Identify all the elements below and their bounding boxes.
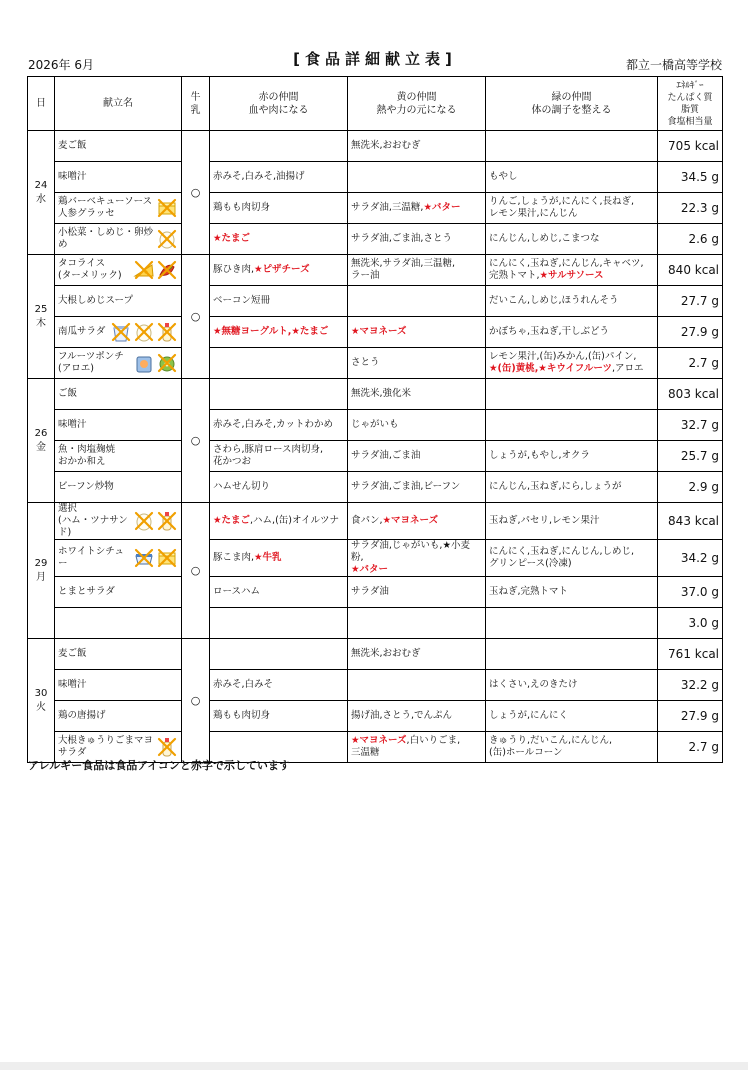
food-text: 赤みそ,白みそ,カットわかめ [213, 419, 333, 430]
day-number: 24 [34, 179, 48, 191]
red-group-cell [210, 410, 348, 441]
food-text: 完熟トマト, [489, 270, 540, 281]
green-group-cell [486, 131, 658, 162]
weekday: 火 [36, 701, 46, 713]
table-row [28, 472, 723, 503]
dish-name: おかか和え [58, 456, 106, 467]
yellow-group-cell [348, 577, 486, 608]
col-yellow: 黄の仲間 熱や力の元になる [348, 77, 486, 131]
green-group-cell [486, 608, 658, 639]
nutrition-value: 37.0 g [658, 577, 723, 608]
red-group-cell [210, 503, 348, 540]
weekday: 木 [36, 317, 46, 329]
red-group-cell [210, 701, 348, 732]
food-text: 無洗米,おおむぎ [351, 140, 421, 151]
dish-name: 味噌汁 [58, 679, 87, 690]
red-group-cell [210, 639, 348, 670]
red-group-cell [210, 577, 348, 608]
red-group-cell [210, 540, 348, 577]
milk-mark: ○ [182, 255, 210, 379]
food-text: 無洗米,サラダ油,三温糖, [351, 258, 455, 269]
day-number: 30 [34, 687, 48, 699]
food-text: グリンピース(冷凍) [489, 558, 572, 569]
dish-cell [55, 410, 182, 441]
dish-name: 小松菜・しめじ・卵炒め [58, 227, 154, 250]
yellow-group-cell [348, 162, 486, 193]
weekday: 水 [36, 193, 46, 205]
col-nutrition: ｴﾈﾙｷﾞｰ たんぱく質 脂質 食塩相当量 [658, 77, 723, 131]
milk-mark: ○ [182, 379, 210, 503]
red-group-cell [210, 286, 348, 317]
table-row [28, 317, 723, 348]
table-row [28, 379, 723, 410]
table-row [28, 577, 723, 608]
dish-name: 魚・肉塩麹焼 [58, 444, 116, 455]
yellow-group-cell [348, 540, 486, 577]
col-dish: 献立名 [55, 77, 182, 131]
nutrition-value: 27.9 g [658, 317, 723, 348]
food-text: かぼちゃ,玉ねぎ,干しぶどう [489, 326, 610, 337]
table-row [28, 441, 723, 472]
document-header [28, 48, 722, 74]
page-bottom-edge [0, 1062, 748, 1070]
allergen-text: ★マヨネーズ [351, 735, 407, 746]
green-group-cell [486, 410, 658, 441]
dish-cell [55, 441, 182, 472]
nutrition-value: 761 kcal [658, 639, 723, 670]
yellow-group-cell [348, 701, 486, 732]
green-group-cell [486, 224, 658, 255]
food-text: サラダ油 [351, 586, 389, 597]
food-text: ,ハム,(缶)オイルツナ [250, 515, 340, 526]
dish-name: 大根しめじスープ [58, 295, 134, 306]
food-text: 鶏もも肉切身 [213, 710, 271, 721]
food-text: しょうが,もやし,オクラ [489, 450, 590, 461]
dish-cell [55, 162, 182, 193]
dish-cell [55, 503, 182, 540]
red-group-cell [210, 472, 348, 503]
nutrition-value: 840 kcal [658, 255, 723, 286]
food-text: 豚ひき肉, [213, 264, 255, 275]
red-group-cell [210, 317, 348, 348]
red-group-cell [210, 255, 348, 286]
dish-cell [55, 472, 182, 503]
milk-mark: ○ [182, 503, 210, 639]
nutrition-value: 705 kcal [658, 131, 723, 162]
nutrition-value: 843 kcal [658, 503, 723, 540]
cheese-icon [133, 259, 155, 281]
red-group-cell [210, 224, 348, 255]
allergen-text: ★バター [423, 202, 461, 213]
table-row [28, 701, 723, 732]
menu-table [27, 76, 723, 763]
yellow-group-cell [348, 639, 486, 670]
green-group-cell [486, 472, 658, 503]
food-text: はくさい,えのきたけ [489, 679, 578, 690]
food-text: 玉ねぎ,パセリ,レモン果汁 [489, 515, 600, 526]
dish-name: 麦ご飯 [58, 648, 87, 659]
red-group-cell [210, 162, 348, 193]
green-group-cell [486, 162, 658, 193]
table-header-row [28, 77, 723, 131]
mayonnaise-icon [156, 736, 178, 758]
food-text: 豚こま肉, [213, 552, 255, 563]
green-group-cell [486, 732, 658, 763]
day-number: 25 [34, 303, 48, 315]
dish-cell [55, 317, 182, 348]
egg-icon [156, 228, 178, 250]
dish-name: (ハム・ツナサンド) [58, 515, 128, 538]
dish-name: ビーフン炒物 [58, 481, 114, 492]
table-row [28, 639, 723, 670]
yellow-group-cell [348, 131, 486, 162]
dish-cell [55, 286, 182, 317]
dish-name: 味噌汁 [58, 419, 87, 430]
green-group-cell [486, 348, 658, 379]
green-group-cell [486, 540, 658, 577]
food-text: 三温糖 [351, 747, 380, 758]
nutrition-value: 2.7 g [658, 732, 723, 763]
weekday: 月 [36, 571, 46, 583]
food-text: 玉ねぎ,完熟トマト [489, 586, 569, 597]
nutrition-value: 2.7 g [658, 348, 723, 379]
allergen-text: ★マヨネーズ [351, 326, 407, 337]
allergy-note: アレルギー食品は食品アイコンと赤字で示しています [28, 759, 290, 772]
food-text: サラダ油,じゃがいも,★小麦粉, [351, 540, 470, 563]
dish-name: 味噌汁 [58, 171, 87, 182]
yellow-group-cell [348, 255, 486, 286]
food-text: だいこん,しめじ,ほうれんそう [489, 295, 619, 306]
table-row [28, 410, 723, 441]
food-text: にんにく,玉ねぎ,にんじん,しめじ, [489, 546, 635, 557]
yellow-group-cell [348, 193, 486, 224]
dish-name: ホワイトシチュー [58, 546, 124, 569]
yellow-group-cell [348, 670, 486, 701]
food-text: ハムせん切り [213, 481, 271, 492]
dish-cell [55, 608, 182, 639]
dish-name: (アロエ) [58, 363, 94, 374]
dish-name: (ターメリック) [58, 270, 122, 281]
dish-cell [55, 348, 182, 379]
dish-cell [55, 639, 182, 670]
food-text: レモン果汁,にんじん [489, 208, 578, 219]
dish-name: 大根きゅうりごまマヨサラダ [58, 735, 154, 758]
table-row [28, 162, 723, 193]
food-text: サラダ油,ごま油 [351, 450, 421, 461]
mayonnaise-icon [156, 510, 178, 532]
nutrition-value: 22.3 g [658, 193, 723, 224]
yellow-group-cell [348, 410, 486, 441]
green-group-cell [486, 286, 658, 317]
food-text: 赤みそ,白みそ [213, 679, 274, 690]
sauce-icon [156, 259, 178, 281]
allergen-text: ★マヨネーズ [382, 515, 439, 526]
allergen-text: ★ピザチーズ [254, 264, 310, 275]
day-number: 29 [34, 557, 48, 569]
yellow-group-cell [348, 441, 486, 472]
food-text: レモン果汁,(缶)みかん,(缶)パイン, [489, 351, 637, 362]
green-group-cell [486, 379, 658, 410]
green-group-cell [486, 441, 658, 472]
food-text: ,白いりごま, [406, 735, 461, 746]
allergen-text: ★サルサソース [539, 270, 604, 281]
dish-name: 人参グラッセ [58, 208, 115, 219]
header-date: 2026年 6月 [28, 58, 94, 72]
dish-name: ご飯 [58, 388, 78, 399]
nutrition-value: 2.6 g [658, 224, 723, 255]
allergen-text: ★バター [351, 564, 389, 575]
green-group-cell [486, 317, 658, 348]
dish-name: とまとサラダ [58, 586, 115, 597]
food-text: さわら,豚肩ロース肉切身, [213, 444, 324, 455]
nutrition-value: 34.2 g [658, 540, 723, 577]
dish-name: フルーツポンチ [58, 351, 124, 362]
food-text: にんじん,しめじ,こまつな [489, 233, 600, 244]
dish-cell [55, 193, 182, 224]
egg-icon [133, 321, 155, 343]
dish-cell [55, 224, 182, 255]
green-group-cell [486, 670, 658, 701]
yellow-group-cell [348, 472, 486, 503]
butter-icon [156, 197, 178, 219]
dish-name: 鶏の唐揚げ [58, 710, 106, 721]
nutrition-value: 27.7 g [658, 286, 723, 317]
food-text: 無洗米,おおむぎ [351, 648, 421, 659]
yellow-group-cell [348, 379, 486, 410]
yellow-group-cell [348, 348, 486, 379]
yellow-group-cell [348, 224, 486, 255]
table-row [28, 608, 723, 639]
dish-name: タコライス [58, 258, 106, 269]
red-group-cell [210, 348, 348, 379]
food-text: じゃがいも [351, 419, 399, 430]
table-row [28, 348, 723, 379]
col-day: 日 [28, 77, 55, 131]
weekday: 金 [36, 441, 46, 453]
food-text: サラダ油,ごま油,ビーフン [351, 481, 461, 492]
food-text: サラダ油,ごま油,さとう [351, 233, 452, 244]
milk-mark: ○ [182, 639, 210, 763]
food-text: 花かつお [213, 456, 252, 467]
dish-cell [55, 701, 182, 732]
dish-cell [55, 577, 182, 608]
red-group-cell [210, 670, 348, 701]
red-group-cell [210, 193, 348, 224]
table-row [28, 540, 723, 577]
nutrition-value: 32.7 g [658, 410, 723, 441]
table-row [28, 255, 723, 286]
kiwi-icon [156, 352, 178, 374]
nutrition-value: 803 kcal [658, 379, 723, 410]
nutrition-value: 25.7 g [658, 441, 723, 472]
food-text: しょうが,にんにく [489, 710, 569, 721]
dish-cell [55, 540, 182, 577]
milk-icon [133, 547, 155, 569]
food-text: ベーコン短冊 [213, 295, 271, 306]
allergen-text: ★無糖ヨーグルト,★たまご [213, 326, 329, 337]
table-row [28, 131, 723, 162]
dish-cell [55, 131, 182, 162]
yellow-group-cell [348, 732, 486, 763]
day-cell [28, 503, 55, 639]
food-text: ロースハム [213, 586, 261, 597]
yellow-group-cell [348, 317, 486, 348]
col-green: 緑の仲間 体の調子を整える [486, 77, 658, 131]
yellow-group-cell [348, 503, 486, 540]
food-text: にんにく,玉ねぎ,にんじん,キャベツ, [489, 258, 644, 269]
nutrition-value: 2.9 g [658, 472, 723, 503]
col-milk: 牛 乳 [182, 77, 210, 131]
dish-cell [55, 255, 182, 286]
red-group-cell [210, 379, 348, 410]
green-group-cell [486, 577, 658, 608]
food-text: りんご,しょうが,にんにく,長ねぎ, [489, 196, 635, 207]
allergen-text: ★たまご [213, 515, 251, 526]
food-text: サラダ油,三温糖, [351, 202, 424, 213]
butter-icon [156, 547, 178, 569]
red-group-cell [210, 441, 348, 472]
dish-name: 選択 [58, 503, 78, 514]
day-cell [28, 639, 55, 763]
red-group-cell [210, 131, 348, 162]
dish-name: 鶏バーベキューソース [58, 196, 153, 207]
mayonnaise-icon [156, 321, 178, 343]
food-text: 無洗米,強化米 [351, 388, 412, 399]
table-row [28, 670, 723, 701]
food-text: 赤みそ,白みそ,油揚げ [213, 171, 305, 182]
milk-mark: ○ [182, 131, 210, 255]
dish-cell [55, 670, 182, 701]
food-text: ,アロエ [612, 363, 644, 374]
food-text: にんじん,玉ねぎ,にら,しょうが [489, 481, 622, 492]
food-text: 揚げ油,さとう,でんぷん [351, 710, 453, 721]
day-cell [28, 379, 55, 503]
table-row [28, 503, 723, 540]
peach-can-icon [133, 352, 155, 374]
food-text: 食パン, [351, 515, 383, 526]
day-cell [28, 255, 55, 379]
nutrition-value: 3.0 g [658, 608, 723, 639]
yogurt-icon [110, 321, 132, 343]
table-row [28, 193, 723, 224]
green-group-cell [486, 503, 658, 540]
nutrition-value: 32.2 g [658, 670, 723, 701]
green-group-cell [486, 193, 658, 224]
allergen-text: ★(缶)黄桃,★キウイフルーツ [489, 363, 612, 374]
day-cell [28, 131, 55, 255]
dish-cell [55, 379, 182, 410]
table-row [28, 286, 723, 317]
food-text: さとう [351, 357, 380, 368]
yellow-group-cell [348, 286, 486, 317]
food-text: きゅうり,だいこん,にんじん, [489, 735, 613, 746]
food-text: (缶)ホールコーン [489, 747, 563, 758]
school-name: 都立一橋高等学校 [625, 58, 722, 72]
allergen-text: ★たまご [213, 233, 251, 244]
green-group-cell [486, 255, 658, 286]
nutrition-value: 27.9 g [658, 701, 723, 732]
dish-name: 南瓜サラダ [58, 326, 106, 337]
yellow-group-cell [348, 608, 486, 639]
col-red: 赤の仲間 血や肉になる [210, 77, 348, 131]
egg-icon [133, 510, 155, 532]
dish-name: 麦ご飯 [58, 140, 87, 151]
nutrition-value: 34.5 g [658, 162, 723, 193]
allergen-text: ★牛乳 [254, 552, 282, 563]
green-group-cell [486, 639, 658, 670]
red-group-cell [210, 608, 348, 639]
table-row [28, 224, 723, 255]
food-text: もやし [489, 171, 518, 182]
food-text: ラー油 [351, 270, 380, 281]
green-group-cell [486, 701, 658, 732]
food-text: 鶏もも肉切身 [213, 202, 271, 213]
day-number: 26 [34, 427, 48, 439]
document-title: [食品詳細献立表] [293, 50, 457, 68]
